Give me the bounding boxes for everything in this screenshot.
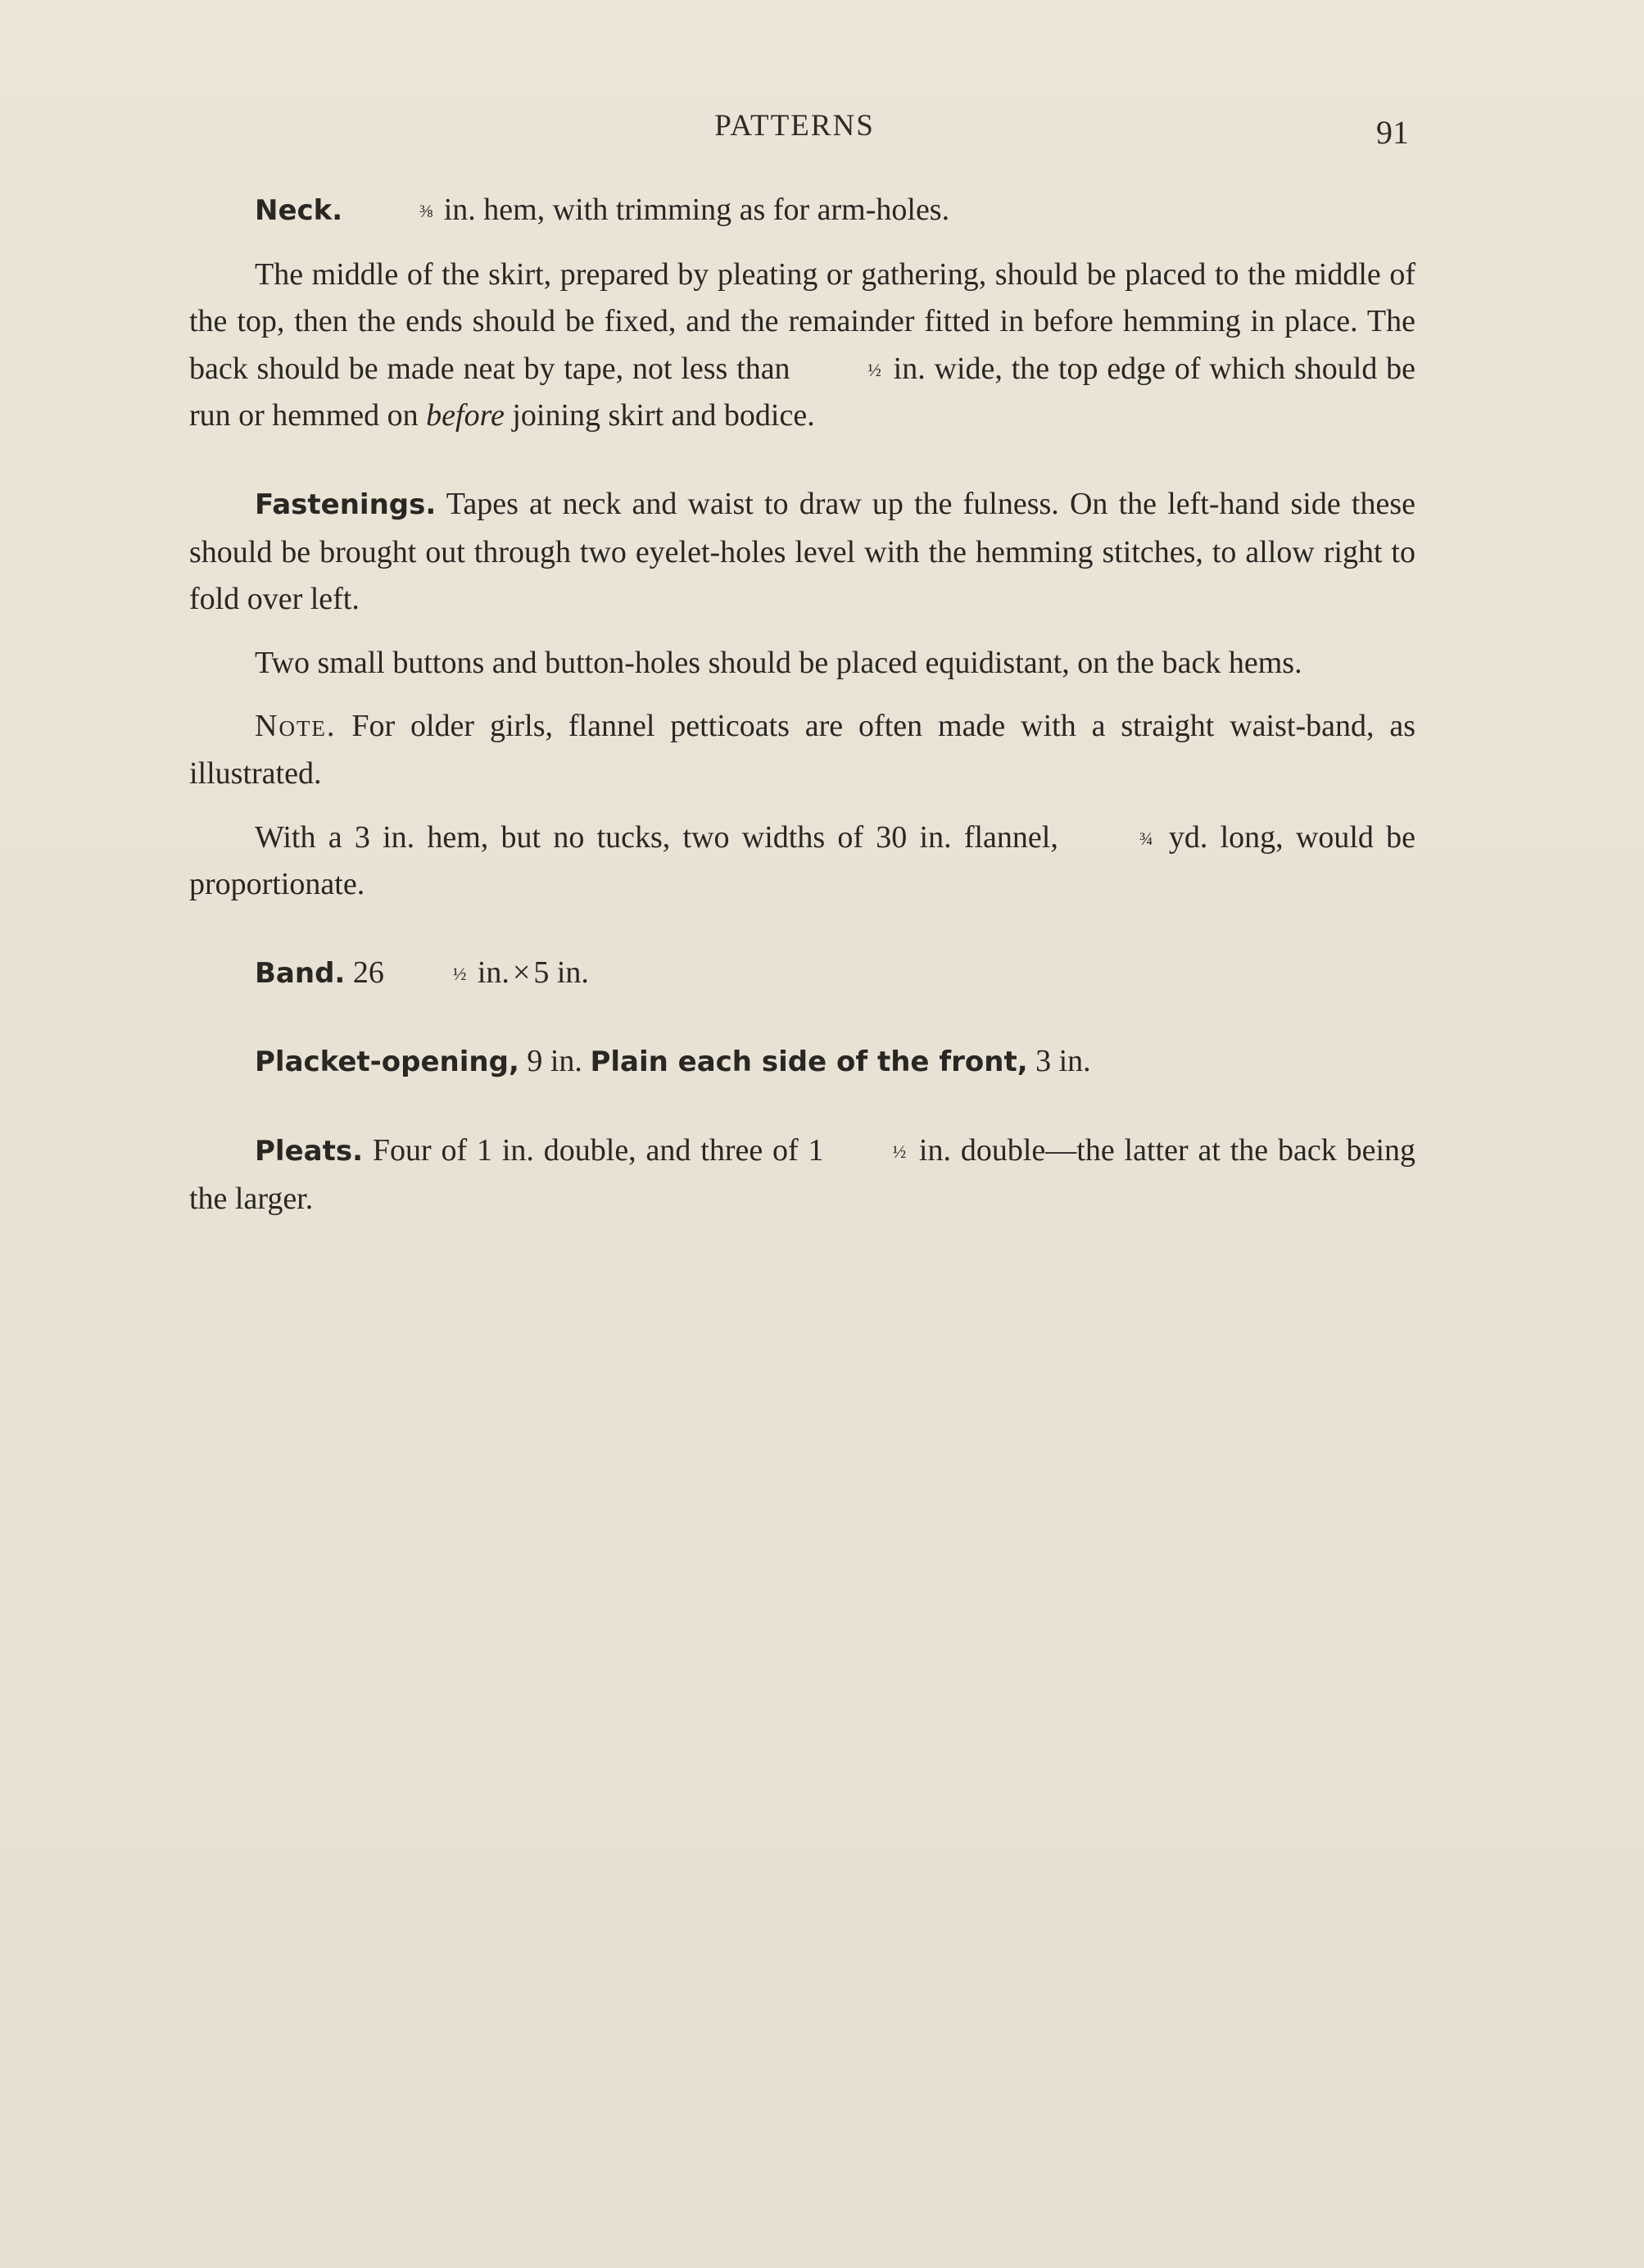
multiply-sign: × — [512, 955, 531, 990]
paragraph-text: The middle of the skirt, prepared by pleating or gathering, should be placed to the middle of the top, then the ends should be fixed, and the remainder fitted in before hemming in place. The back should be made neat by tape, not less than — [189, 256, 1415, 386]
paragraph-placket — [189, 1038, 1415, 1086]
paragraph-text: Four of 1 in. double, and three of 1 — [372, 1132, 824, 1168]
paragraph-text: 9 in. — [527, 1044, 582, 1079]
heading-band: Band. — [255, 956, 346, 990]
paragraph-band — [189, 950, 1415, 998]
heading-fastenings: Fastenings. — [255, 488, 437, 521]
paragraph-pleats — [189, 1127, 1415, 1222]
heading-plain-front: Plain each side of the front, — [590, 1046, 1028, 1079]
italic-word: before — [426, 398, 505, 433]
paragraph-text: in. hem, with trimming as for arm-holes. — [443, 193, 950, 227]
fraction: ½ — [867, 359, 881, 380]
running-title: PATTERNS — [714, 109, 875, 143]
fraction: ½ — [452, 963, 467, 984]
paragraph-text: 3 in. — [1035, 1044, 1091, 1079]
paragraph-text: With a 3 in. hem, but no tucks, two widths of 30 in. flannel, — [255, 819, 1058, 855]
paragraph-text: joining skirt and bodice. — [512, 398, 815, 433]
fraction: ⅜ — [419, 201, 433, 221]
paragraph-text: 5 in. — [533, 955, 589, 990]
paragraph-text: Tapes at neck and waist to draw up the fulness. On the left-hand side these should be brought out through two eyelet-holes level with the hemming stitches, to allow right to fold over left. — [189, 486, 1415, 617]
paragraph-fastenings — [189, 481, 1415, 624]
paragraph-neck — [189, 187, 1415, 235]
paragraph-text: in. double—the latter at the back being the larger. — [189, 1132, 1416, 1216]
page-body — [189, 187, 1415, 1222]
page-number: 91 — [1376, 114, 1409, 151]
heading-neck: Neck. — [255, 194, 343, 227]
heading-pleats: Pleats. — [255, 1134, 363, 1168]
fraction: ½ — [892, 1141, 907, 1162]
paragraph-skirt — [189, 252, 1415, 440]
paragraph-text: in. — [477, 955, 510, 990]
paragraph-text: For older girls, flannel petticoats are often made with a straight waist-band, as illustrated. — [189, 709, 1416, 791]
paragraph-buttons — [189, 640, 1415, 687]
paragraph-hem — [189, 814, 1415, 909]
note-label: Note. — [255, 709, 337, 744]
paragraph-text: Two small buttons and button-holes should be placed equidistant, on the back hems. — [255, 645, 1302, 680]
paragraph-text: in. wide, the top edge of which should be run or hemmed on — [189, 351, 1416, 433]
fraction: ¾ — [1139, 828, 1153, 849]
heading-placket: Placket-opening, — [255, 1046, 519, 1079]
paragraph-note — [189, 703, 1415, 797]
paragraph-text: yd. long, would be proportionate. — [189, 819, 1416, 902]
band-value: 26 — [352, 955, 384, 990]
